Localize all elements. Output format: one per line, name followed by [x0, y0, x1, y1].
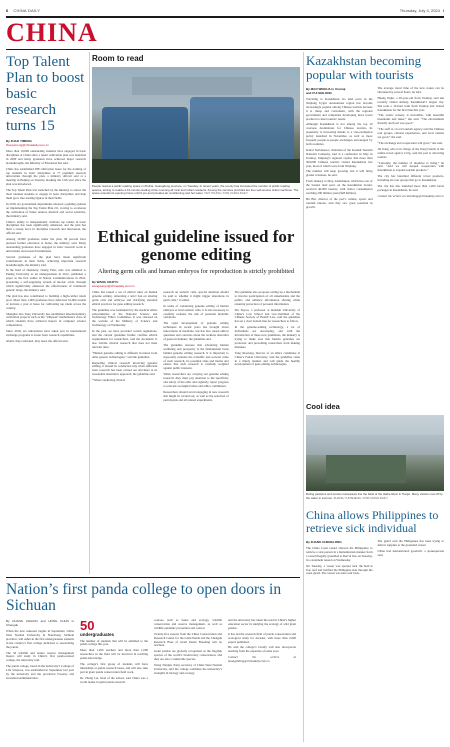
kazakhstan-byline: By MAO WEIHUA in Urumqi and CUI SHILONG — [306, 87, 346, 95]
philippines-story: China allows Philippines to retrieve sick individual By ZHANG CHENGLONG The China Coast Guard allowed the Philippines to retrieve a sick person in a humanitarian manner from a vessel illegally grounded at Ren’ai Jiao on Tuesday, in a statement issued on Wednesday. On Tuesday, a vessel was spotted near the Ren’ai Jiao reef and notified the Philippine side through the coast guard. The vessel was later sent back. The guard said the Philippines has been trying to deliver supplies to the grounded vessel. China had demonstrated goodwill, a spokesperson said. — [306, 508, 444, 576]
bottom-rule — [6, 577, 300, 578]
photo-credit: TAN TOUNG / FOR CHINA DAILY — [204, 191, 248, 196]
top-talent-story — [6, 52, 86, 346]
room-to-read-kicker: Room to read — [92, 54, 144, 63]
ethics-byline: By WANG XIAOYU wangxiaoyu@chinadaily.com.cn — [92, 280, 135, 288]
masthead — [6, 6, 444, 50]
photo-credit: ZHANG YUNSHENG / FOR CHINA DAILY — [333, 495, 388, 500]
kazakhstan-contact: Contact the writers at cuishilong@chinadaily.com.cn — [377, 193, 444, 198]
panda-college-headline[interactable]: Nation’s first panda college to open doors in Sichuan — [6, 581, 282, 614]
cool-idea-kicker: Cool idea — [306, 402, 340, 411]
top-talent-body: More than 16,000 outstanding students have engaged in basic disciplines at China since a talent cultivation plan was launched in 2009 and many graduates have achieved major research breakthroughs, the Ministry of Education has said. China has established 288 cultivation bases for the training of top students in basic disciplines at 77 premium research universities through the plan, a ministry official said at a meeting in Beijing on Tuesday marking the 15th year since the plan was introduced. The Top Talent Plan was launched by the ministry to attract the most talented students to engage in basic disciplines and help them grow into leading figures in their fields. In 2018, six government departments released a guiding opinion on implementing the Top Talent Plan 2.0, vowing to accelerate the cultivation of future natural, medical and social scientists, the ministry said. China’s ability to independently cultivate top talents in basic disciplines has been significantly enhanced, and the plan has built a strong force in discipline research and innovation, the official said. Among 10,000 graduates under the plan, 96 percent have pursued further education at home, the ministry said. Many outstanding graduates have engaged in basic research work at universities and research institutions. Several graduates of the plan have made significant contributions in their fields, achieving important research breakthroughs, the ministry said. In the field of chemistry, Chang Yabo, who was admitted to Peking University as an undergraduate in 2012, published a paper as the first author in Nature Communications in 2022, presenting a self-supplying system of nucleic acids, through which significantly enhanced the effectiveness of traditional genetic drugs, the ministry said. The plan has also contributed to building a high-caliber talent pool. More than 1,000 graduates have delivered 10,000 rounds of lectures a year at bases for cultivating top talent across the country. Shanghai Jiao Tong University has established interdisciplinary cultivation projects such as the “Zhiyuan” mathematics class, in which students have achieved honors in computer science competitions. Since 2018, six universities have taken part in international exchange programs to foster basic research capabilities. Alarm, they reiterated, may need, the official said. — [6, 149, 86, 343]
panda-college-byline: By HUANG ZHILING and HONG CHUN in Chengdu — [6, 619, 74, 627]
issue-date: Thursday, July 4, 2024 — [399, 7, 440, 13]
panda-college-story: Nation’s first panda college to open doors in Sichuan By HUANG ZHILING and HONG CHUN in Chengdu When the new semester begins in September, China West Normal University in Nanchong, Sichuan province, will usher in the first undergraduate students in the country’s first college dedicated to researching the panda. The 50 wildlife and nature reserve management majors will study in China’s first panda-related college, the university said. The panda college, based in the university’s College of Life Sciences, was established in September last year by the university and the provincial Forestry and Grassland Administration. 50 undergraduates The number of students that will be admitted to the panda college this year. More than 1,200 teachers and more than 1,000 researchers in the field will be involved in teaching panda knowledge. The college’s first group of students will have internships at panda research bases, and will also take part in giant panda conservation field work. Dr. Zhang Lei, head of the school, said China was a world leader in giant panda research. courses, such as fauna and ecology, wildlife conservation and reserve management, as well as wildlife epidemic prevention and control. Twenty-five experts from the China Conservation and Research Center for the Giant Panda and the Chengdu Research Base of Giant Panda Breeding will be teachers. Giant pandas are globally recognized as the flagship species of the world’s biodiversity conservation, and they are also a vulnerable species. Wang Tianjun, Party secretary of China West Normal University, said the college combines the university’s strengths in biology and ecology. and the university has taken the lead in China’s higher education sector in studying the ecology of wild giant pandas. It has led the research field of panda conservation and ecological study for decades, with more than 2,000 papers published. He said the college’s faculty will also incorporate learning from the expertise of some zoos. Contact the writers at huangzhiling@chinadaily.com.cn — [6, 582, 300, 687]
undergrad-count: 50 — [80, 618, 95, 633]
ethics-headline[interactable]: Ethical guideline issued for genome editing — [97, 227, 295, 264]
page-number: 6 — [6, 7, 9, 13]
kazakhstan-headline[interactable]: Kazakhstan becoming popular with tourists — [306, 53, 422, 82]
kazakhstan-story: Kazakhstan becoming popular with tourists By MAO WEIHUA in Urumqi and CUI SHILONG Traveling to Kazakhstan via land ports in the Xinjiang Uygur autonomous region has become increasingly popular among Chinese tourists because it is cheap and convenient, with the regional government and companies developing more travel products to meet tourists’ needs. Although Kazakhstan is not among the top 10 overseas destinations for Chinese tourists, its popularity is increasing thanks to a visa-exemption policy launched in November, as well as more frequent people-to-people exchanges encouraged by both countries. Kairat Sadvakasov, chairman of the Kazakh Tourism National Company, said at a conference in May in Urumqi, Xinjiang’s regional capital, that more than 500,000 Chinese tourists visited Kazakhstan last year, most of whom were from Xinjiang. The number will keep growing and it will bring greater revenues, he said. From January to May, Alashankou, which has one of the busiest land ports on the Kazakhstan border, received 40,000 tourists, with visitor consumption reaching 200 million yuan ($28 million). Hu Bin, director of the port’s culture, sports and tourism bureau, said they saw great potential in growth. The average travel time of the new routes can be shortened by several hours, he said. Huang Jinjin, a 26-year-old from Urumqi, said she recently visited Almaty, Kazakhstan’s largest city. She took a 10-hour train from Urumqi and visited Kazakhstan for the first time this year. “The scenic scenery is incredible, with beautiful mountains and lakes,” she said. “The environment friendly and food was good.” “The staff at a local tourism agency said the Chinese tour groups, cultural experiences, and local cuisine are good,” she said. “The exchange and cooperation will grow,” she said. Jin Jiang, who is in charge of the Jiang branch of the online travel agency Ctrip, said the port is attracting tourists. “Currently, the number of inquiries is rising,” he said. “And we will deepen cooperation with Kazakhstan to expand tourism products.” The city has launched different travel products, including six tour groups that go to Kazakhstan. The city has also launched more than 1,400 travel packages in Kazakhstan, he said. Contact the writers at cuishilong@chinadaily.com.cn — [306, 53, 444, 209]
room-to-read — [92, 52, 300, 196]
panda-contact: Contact the writers at huangzhiling@chinadaily.com.cn — [228, 655, 296, 664]
undergrad-label: undergraduates — [80, 632, 115, 637]
riverside-photo[interactable] — [306, 415, 444, 491]
philippines-byline: By ZHANG CHENGLONG — [306, 540, 342, 544]
cool-idea-caption: Ruling pavilions and terrace restaurants line the bank of the Haihe River in Tianjin. Many visitors cool off by the water in summer. ZHANG YUNSHENG / FOR CHINA DAILY — [306, 492, 443, 500]
reading-space-photo[interactable] — [92, 67, 300, 183]
column-divider — [89, 52, 90, 574]
section-title: CHINA — [6, 18, 98, 47]
cool-idea — [306, 400, 444, 500]
top-talent-headline[interactable]: Top Talent Plan to boost basic research turns 15 — [6, 54, 85, 134]
top-talent-byline: By ZHAO YIMENG zhaoyimeng@chinadaily.com.cn — [6, 139, 49, 147]
ethics-rule — [92, 198, 300, 199]
ethics-subhead: Altering germ cells and human embryos for reproduction is strictly prohibited — [97, 268, 295, 275]
ethics-body: China has issued a set of ethical rules on human genome editing, reiterating a strict ban on altering germ cells and embryos and clarifying standard ethical practices for gene editing research. The guideline was formulated by the medical ethics subcommittee of the National Science and Technology Ethics Committee. It was released on the website of the Ministry of Science and Technology on Wednesday. In the past, we have provided certain regulations, and the current guideline further clarifies ethical requirements for researchers, said the document. It also forbids clinical research that does not meet relevant rules. “Human genome editing is different in nature from other genetic technologies,” said the guideline. Regarding clinical research involving genome editing, it should be conducted only when sufficient basic research has been carried out and there is no reasonable alternative approach, the guideline said. “When conducting clinical research on somatic cells, special attention should be paid to whether it might trigger alterations in germ cells,” it added. In terms of conducting genome editing of human embryos or fetal somatic cells, it is also necessary to carefully evaluate the risk of potential heritable variations. The rapid development of genome editing techniques in recent years has brought about innovations in medicine, but has also raised ethical questions and concerns about the reckless alteration of genes in humans, the guideline said. The guideline stresses that advancing human wellbeing and prosperity is the fundamental basis behind genome editing research. It is important to rigorously evaluate the scientific and societal value of such research, its potential risks and harms and ensure that such research is carefully weighed against public interests. When researchers are carrying out genome editing research, they must pay attention to the specificity and safety of the edits and regularly report progress to relevant oversight bodies and ethics committees. Researchers should avoid engaging in new research that might be carried out, as well as the selection of participants and all related experiments. The guideline also proposes setting up a mechanism to involve participation of all stakeholders and the public, and enhance information sharing while ensuring protection of personal information. Shi Jiayou, a professor at Renmin University of China’s Law School and vice-chairman of the Chinese Society of Health Law, said the guideline has set a clear bottom line for researchers to follow. In the genome-editing technology, a lot of individuals are developing, and with the introduction of these new guidelines, the industry is trying to make sure that human genomes are protected, and preventing researchers from making mistakes. Tang Xiaolong, director of an ethics committee at China’s Fudan University, said the guideline came in a timely manner and will guide the healthy development of gene editing technologies. — [92, 290, 300, 402]
masthead-rule-bottom — [6, 49, 444, 50]
paper-name: CHINA DAILY — [13, 7, 41, 13]
edition-marker: I — [442, 7, 444, 13]
philippines-headline[interactable]: China allows Philippines to retrieve sick individual — [306, 508, 439, 535]
genome-ethics-story — [92, 204, 300, 405]
column-divider — [303, 52, 304, 742]
room-to-read-caption: People read at a public reading space in Zhuhai, Guangdong province, on Tuesday. In recent years, the county has increased the number of public reading spaces, aiming to realize a 15-minute reading circle covering all rural and urban residents. Among the services provided are free self-service ticket machines. The space extends its opening hours until 9 pm and provides air conditioning and hot water. TAN TOUNG / FOR CHINA DAILY — [92, 184, 299, 196]
